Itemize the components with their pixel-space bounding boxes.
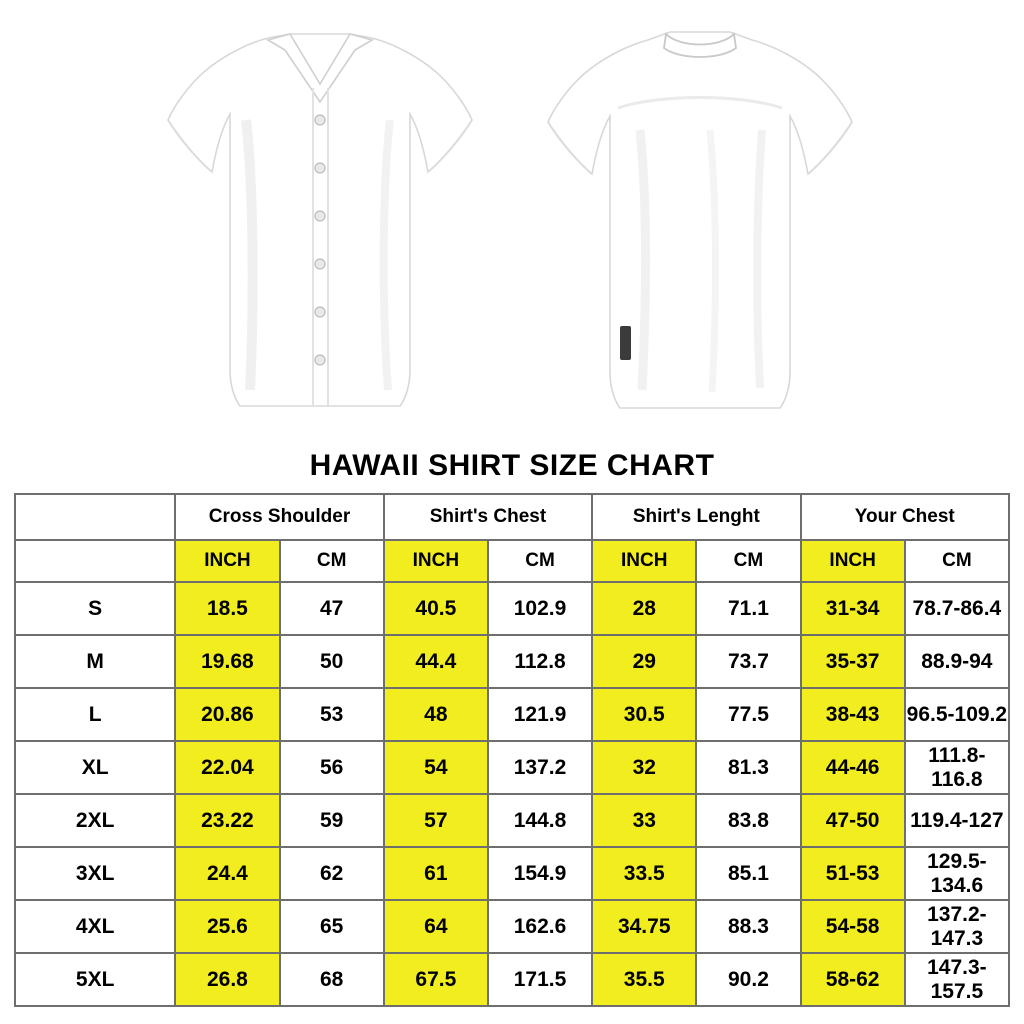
cell-cross-shoulder-inch: 23.22 (175, 794, 279, 847)
header-your-chest: Your Chest (801, 494, 1009, 540)
cell-length-inch: 30.5 (592, 688, 696, 741)
cell-your-chest-cm: 111.8-116.8 (905, 741, 1009, 794)
table-row (15, 953, 1009, 1006)
cell-your-chest-cm: 137.2-147.3 (905, 900, 1009, 953)
cell-length-inch: 35.5 (592, 953, 696, 1006)
cell-length-cm: 71.1 (696, 582, 800, 635)
cell-cross-shoulder-inch: 22.04 (175, 741, 279, 794)
cell-cross-shoulder-cm: 56 (280, 741, 384, 794)
cell-chest-cm: 137.2 (488, 741, 592, 794)
unit-corner-cell (15, 540, 175, 582)
header-cross-shoulder: Cross Shoulder (175, 494, 383, 540)
cell-cross-shoulder-cm: 62 (280, 847, 384, 900)
shirt-illustrations (0, 0, 1024, 445)
cell-length-cm: 83.8 (696, 794, 800, 847)
cell-cross-shoulder-inch: 24.4 (175, 847, 279, 900)
table-row (15, 847, 1009, 900)
row-size-label: 3XL (15, 847, 175, 900)
row-size-label: M (15, 635, 175, 688)
cell-cross-shoulder-cm: 68 (280, 953, 384, 1006)
cell-your-chest-inch: 54-58 (801, 900, 905, 953)
unit-length-inch: INCH (592, 540, 696, 582)
row-size-label: 2XL (15, 794, 175, 847)
cell-cross-shoulder-inch: 25.6 (175, 900, 279, 953)
cell-chest-inch: 48 (384, 688, 488, 741)
cell-your-chest-inch: 51-53 (801, 847, 905, 900)
cell-your-chest-cm: 119.4-127 (905, 794, 1009, 847)
cell-chest-cm: 102.9 (488, 582, 592, 635)
cell-chest-inch: 54 (384, 741, 488, 794)
page-title: HAWAII SHIRT SIZE CHART (309, 449, 715, 482)
cell-your-chest-cm: 129.5-134.6 (905, 847, 1009, 900)
table-group-header-row (15, 494, 1009, 540)
row-size-label: L (15, 688, 175, 741)
cell-your-chest-inch: 44-46 (801, 741, 905, 794)
cell-chest-cm: 121.9 (488, 688, 592, 741)
cell-chest-cm: 171.5 (488, 953, 592, 1006)
table-row (15, 688, 1009, 741)
cell-length-cm: 73.7 (696, 635, 800, 688)
cell-cross-shoulder-cm: 50 (280, 635, 384, 688)
table-row (15, 582, 1009, 635)
cell-your-chest-inch: 38-43 (801, 688, 905, 741)
cell-length-cm: 81.3 (696, 741, 800, 794)
cell-cross-shoulder-inch: 20.86 (175, 688, 279, 741)
unit-your-chest-cm: CM (905, 540, 1009, 582)
shirt-back-view-icon (530, 10, 870, 430)
cell-your-chest-inch: 35-37 (801, 635, 905, 688)
cell-length-cm: 90.2 (696, 953, 800, 1006)
unit-length-cm: CM (696, 540, 800, 582)
cell-length-inch: 29 (592, 635, 696, 688)
unit-cross-shoulder-inch: INCH (175, 540, 279, 582)
cell-length-cm: 85.1 (696, 847, 800, 900)
cell-length-inch: 33 (592, 794, 696, 847)
cell-length-inch: 34.75 (592, 900, 696, 953)
cell-your-chest-cm: 88.9-94 (905, 635, 1009, 688)
cell-chest-inch: 40.5 (384, 582, 488, 635)
table-row (15, 635, 1009, 688)
cell-chest-cm: 154.9 (488, 847, 592, 900)
row-size-label: S (15, 582, 175, 635)
row-size-label: 4XL (15, 900, 175, 953)
cell-your-chest-cm: 96.5-109.2 (905, 688, 1009, 741)
cell-chest-cm: 144.8 (488, 794, 592, 847)
unit-your-chest-inch: INCH (801, 540, 905, 582)
cell-chest-inch: 64 (384, 900, 488, 953)
cell-length-inch: 32 (592, 741, 696, 794)
cell-chest-inch: 61 (384, 847, 488, 900)
table-row (15, 794, 1009, 847)
table-unit-header-row (15, 540, 1009, 582)
cell-cross-shoulder-inch: 18.5 (175, 582, 279, 635)
cell-your-chest-cm: 147.3-157.5 (905, 953, 1009, 1006)
cell-chest-inch: 44.4 (384, 635, 488, 688)
header-shirts-chest: Shirt's Chest (384, 494, 592, 540)
row-size-label: 5XL (15, 953, 175, 1006)
table-row (15, 741, 1009, 794)
cell-cross-shoulder-cm: 65 (280, 900, 384, 953)
cell-cross-shoulder-inch: 26.8 (175, 953, 279, 1006)
cell-your-chest-inch: 31-34 (801, 582, 905, 635)
size-chart-table-wrap (0, 493, 1024, 1007)
cell-your-chest-cm: 78.7-86.4 (905, 582, 1009, 635)
shirt-front-view-icon (150, 10, 490, 430)
cell-length-cm: 77.5 (696, 688, 800, 741)
size-chart-table (14, 493, 1010, 1007)
unit-chest-cm: CM (488, 540, 592, 582)
cell-cross-shoulder-cm: 53 (280, 688, 384, 741)
header-shirts-lenght: Shirt's Lenght (592, 494, 800, 540)
cell-cross-shoulder-cm: 47 (280, 582, 384, 635)
cell-your-chest-inch: 47-50 (801, 794, 905, 847)
row-size-label: XL (15, 741, 175, 794)
unit-chest-inch: INCH (384, 540, 488, 582)
cell-length-inch: 28 (592, 582, 696, 635)
header-corner-cell (15, 494, 175, 540)
cell-length-cm: 88.3 (696, 900, 800, 953)
cell-chest-inch: 67.5 (384, 953, 488, 1006)
unit-cross-shoulder-cm: CM (280, 540, 384, 582)
cell-chest-inch: 57 (384, 794, 488, 847)
cell-chest-cm: 162.6 (488, 900, 592, 953)
cell-cross-shoulder-inch: 19.68 (175, 635, 279, 688)
cell-chest-cm: 112.8 (488, 635, 592, 688)
cell-cross-shoulder-cm: 59 (280, 794, 384, 847)
table-row (15, 900, 1009, 953)
cell-length-inch: 33.5 (592, 847, 696, 900)
cell-your-chest-inch: 58-62 (801, 953, 905, 1006)
